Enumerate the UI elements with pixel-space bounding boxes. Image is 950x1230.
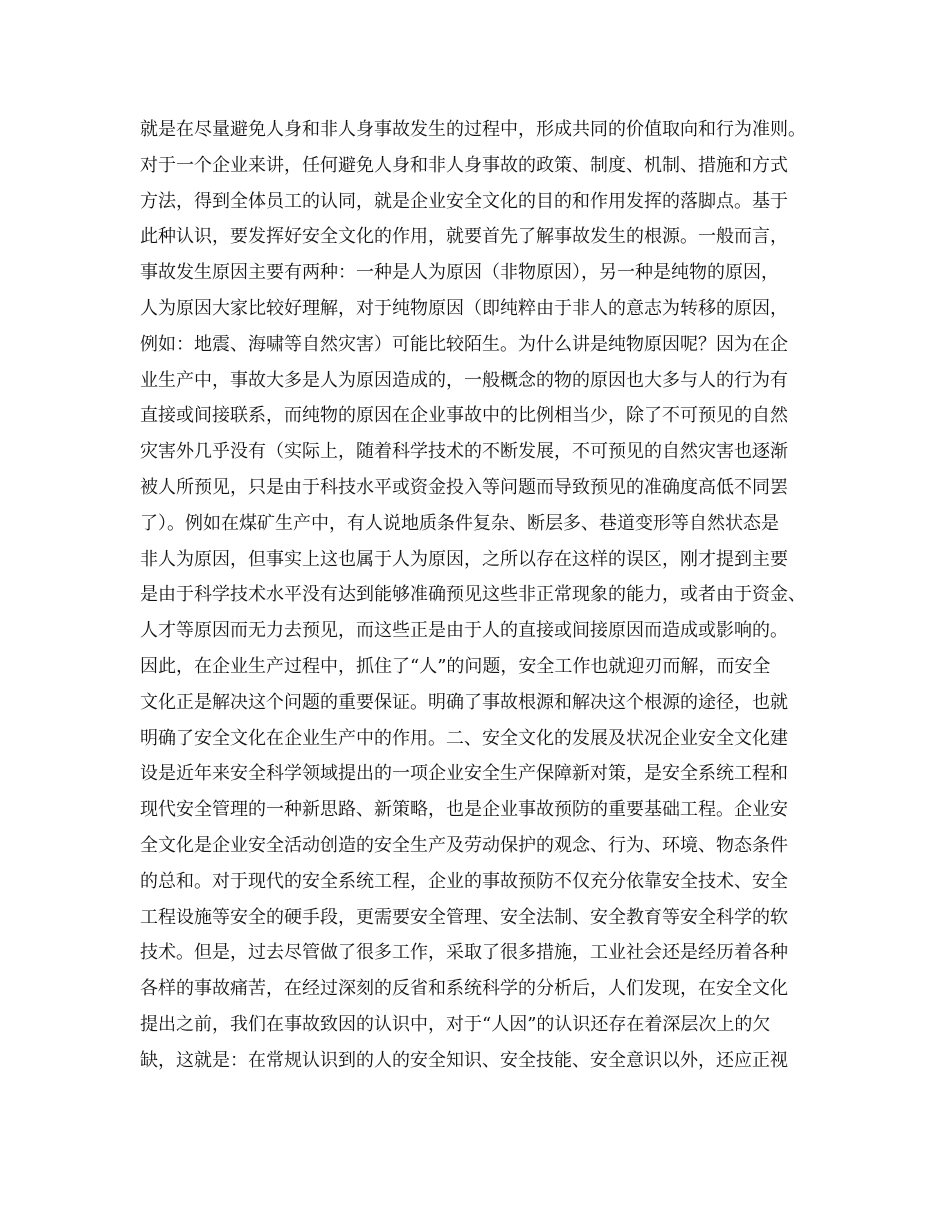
text-line: 因此，在企业生产过程中，抓住了“人”的问题，安全工作也就迎刃而解，而安全 (140, 655, 771, 677)
text-line: 是由于科学技术水平没有达到能够准确预见这些非正常现象的能力，或者由于资金、 (140, 584, 806, 606)
text-line: 提出之前，我们在事故致因的认识中，对于“人因”的认识还存在着深层次上的欠 (140, 1013, 771, 1035)
text-line: 工程设施等安全的硬手段，更需要安全管理、安全法制、安全教育等安全科学的软 (140, 906, 788, 928)
text-line: 文化正是解决这个问题的重要保证。明确了事故根源和解决这个根源的途径，也就 (140, 691, 788, 713)
text-line: 方法，得到全体员工的认同，就是企业安全文化的目的和作用发挥的落脚点。基于 (140, 190, 788, 212)
text-line: 被人所预见，只是由于科技水平或资金投入等问题而导致预见的准确度高低不同罢 (140, 476, 788, 498)
text-line: 非人为原因，但事实上这也属于人为原因，之所以存在这样的误区，刚才提到主要 (140, 548, 788, 570)
text-line: 业生产中，事故大多是人为原因造成的，一般概念的物的原因也大多与人的行为有 (140, 369, 788, 391)
text-line: 灾害外几乎没有（实际上，随着科学技术的不断发展，不可预见的自然灾害也逐渐 (140, 441, 788, 463)
text-line: 缺，这就是：在常规认识到的人的安全知识、安全技能、安全意识以外，还应正视 (140, 1049, 788, 1071)
text-line: 各样的事故痛苦，在经过深刻的反省和系统科学的分析后，人们发现，在安全文化 (140, 978, 788, 1000)
text-line: 明确了安全文化在企业生产中的作用。二、安全文化的发展及状况企业安全文化建 (140, 727, 788, 749)
text-line: 技术。但是，过去尽管做了很多工作，采取了很多措施，工业社会还是经历着各种 (140, 942, 788, 964)
text-line: 设是近年来安全科学领域提出的一项企业安全生产保障新对策，是安全系统工程和 (140, 763, 788, 785)
text-line: 就是在尽量避免人身和非人身事故发生的过程中，形成共同的价值取向和行为准则。 (140, 119, 806, 140)
text-line: 人为原因大家比较好理解，对于纯物原因（即纯粹由于非人的意志为转移的原因， (140, 297, 788, 319)
text-line: 人才等原因而无力去预见，而这些正是由于人的直接或间接原因而造成或影响的。 (140, 620, 788, 642)
body-text (140, 112, 830, 1079)
text-line: 现代安全管理的一种新思路、新策略，也是企业事故预防的重要基础工程。企业安 (140, 799, 788, 821)
text-line: 了）。例如在煤矿生产中，有人说地质条件复杂、断层多、巷道变形等自然状态是 (140, 512, 779, 534)
text-line: 全文化是企业安全活动创造的安全生产及劳动保护的观念、行为、环境、物态条件 (140, 834, 788, 856)
text-line: 例如：地震、海啸等自然灾害）可能比较陌生。为什么讲是纯物原因呢？因为在企 (140, 333, 788, 355)
text-line: 的总和。对于现代的安全系统工程，企业的事故预防不仅充分依靠安全技术、安全 (140, 870, 788, 892)
text-line: 对于一个企业来讲，任何避免人身和非人身事故的政策、制度、机制、措施和方式 (140, 154, 788, 176)
text-line: 事故发生原因主要有两种：一种是人为原因（非物原因），另一种是纯物的原因， (140, 262, 779, 284)
text-line: 直接或间接联系，而纯物的原因在企业事故中的比例相当少，除了不可预见的自然 (140, 405, 788, 427)
text-line: 此种认识，要发挥好安全文化的作用，就要首先了解事故发生的根源。一般而言， (140, 226, 788, 248)
